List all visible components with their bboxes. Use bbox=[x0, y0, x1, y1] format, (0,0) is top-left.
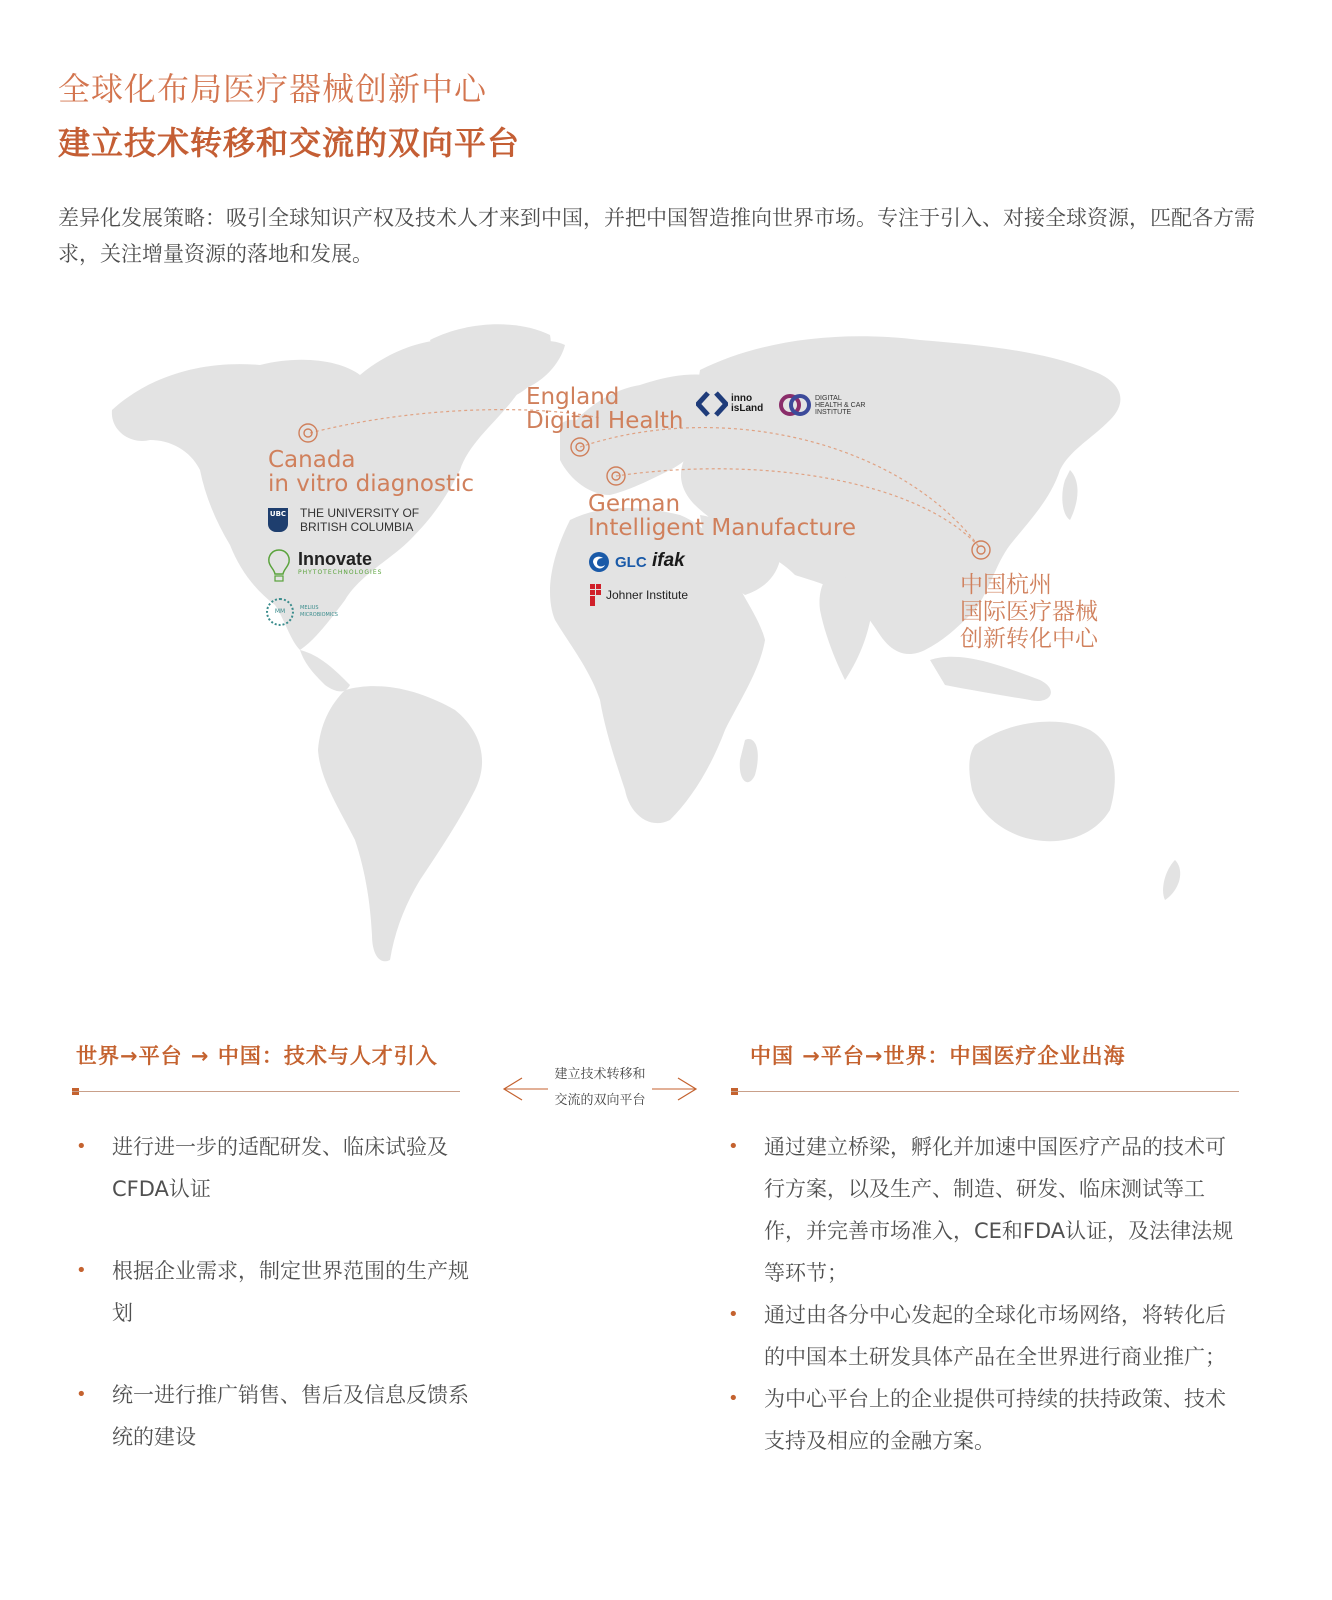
right-section-heading: 中国 →平台→世界：中国医疗企业出海 bbox=[750, 1044, 1126, 1068]
madagascar-shape bbox=[740, 739, 758, 782]
list-item: • 进行进一步的适配研发、临床试验及CFDA认证 bbox=[76, 1126, 476, 1210]
ubc-logo: UBC THE UNIVERSITY OF BRITISH COLUMBIA bbox=[269, 506, 420, 534]
england-label: England Digital Health bbox=[526, 384, 684, 434]
lightbulb-icon bbox=[266, 548, 292, 584]
swirl-icon bbox=[587, 550, 611, 574]
ifak-logo: ifak bbox=[652, 550, 685, 571]
germany-label: German Intelligent Manufacture bbox=[588, 491, 856, 541]
japan-shape bbox=[1062, 470, 1077, 520]
list-item: • 为中心平台上的企业提供可持续的扶持政策、技术支持及相应的金融方案。 bbox=[728, 1378, 1240, 1462]
southeast-asia-islands-shape bbox=[930, 657, 1051, 701]
list-item: • 统一进行推广销售、售后及信息反馈系统的建设 bbox=[76, 1374, 476, 1458]
intro-paragraph: 差异化发展策略：吸引全球知识产权及技术人才来到中国，并把中国智造推向世界市场。专注于引入、对接全球资源，匹配各方需求，关注增量资源的落地和发展。 bbox=[58, 206, 1255, 266]
south-america-shape bbox=[318, 686, 482, 961]
new-zealand-shape bbox=[1163, 860, 1180, 900]
johner-mark-icon bbox=[590, 584, 602, 606]
melius-logo: MM MELIUS MICROBIOMICS bbox=[266, 598, 338, 626]
innovate-logo: Innovate PHYTOTECHNOLOGIES bbox=[266, 548, 382, 584]
left-bullet-list bbox=[76, 1126, 476, 1458]
dhc-institute-logo: DIGITAL HEALTH & CAR INSTITUTE bbox=[778, 390, 865, 420]
center-caption: 建立技术转移和 交流的双向平台 bbox=[500, 1062, 700, 1114]
glc-logo: GLC bbox=[587, 550, 647, 574]
page-title: 全球化布局医疗器械创新中心 bbox=[58, 70, 488, 108]
code-brackets-icon bbox=[696, 390, 728, 418]
australia-shape bbox=[969, 722, 1115, 842]
innoisland-logo: inno isLand bbox=[696, 390, 763, 418]
left-divider bbox=[72, 1091, 460, 1092]
right-bullet-list bbox=[728, 1126, 1240, 1462]
page-subtitle: 建立技术转移和交流的双向平台 bbox=[58, 124, 521, 162]
right-divider bbox=[731, 1091, 1239, 1092]
hangzhou-label: 中国杭州 国际医疗器械 创新转化中心 bbox=[960, 572, 1098, 652]
central-america-shape bbox=[300, 650, 350, 691]
list-item: • 根据企业需求，制定世界范围的生产规划 bbox=[76, 1250, 476, 1334]
canada-label: Canada in vitro diagnostic bbox=[268, 447, 475, 497]
johner-logo: Johner Institute bbox=[590, 584, 688, 606]
list-item: • 通过建立桥梁，孵化并加速中国医疗产品的技术可行方案，以及生产、制造、研发、临床测试等工作，并完善市场准入，CE和FDA认证，及法律法规等环节； bbox=[728, 1126, 1240, 1294]
infinity-knot-icon bbox=[778, 390, 812, 420]
left-section-heading: 世界→平台 → 中国：技术与人才引入 bbox=[76, 1044, 438, 1068]
list-item: • 通过由各分中心发起的全球化市场网络，将转化后的中国本土研发具体产品在全世界进行商业推广； bbox=[728, 1294, 1240, 1378]
